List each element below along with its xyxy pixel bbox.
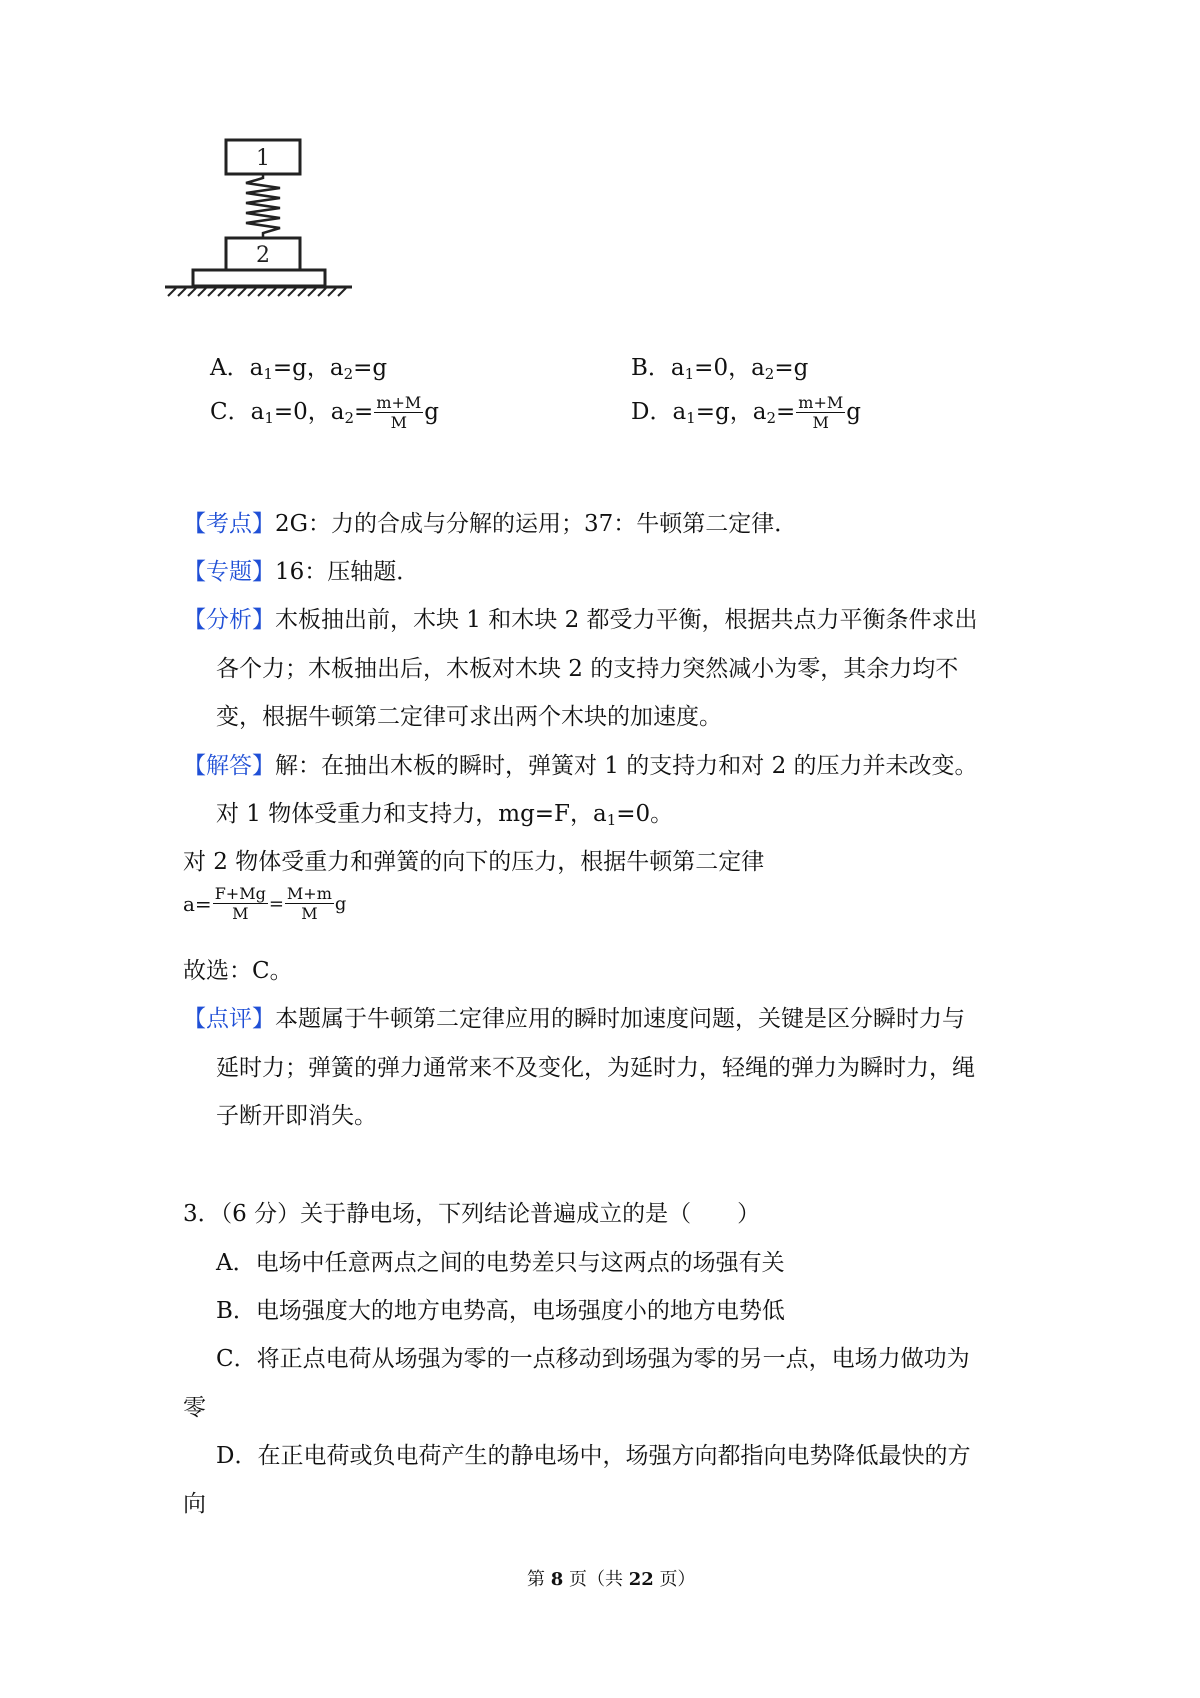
option-b: B．$a_1=0$，$a_2=g$ xyxy=(631,355,809,383)
question-3-option-a: A．电场中任意两点之间的电势差只与这两点的场强有关 xyxy=(216,1250,785,1276)
dianping-line-1: 【点评】本题属于牛顿第二定律应用的瞬时加速度问题，关键是区分瞬时力与 xyxy=(183,1006,965,1032)
spring-blocks-figure xyxy=(160,130,360,330)
fraction-c: $\frac{m+M}{M}$ xyxy=(376,393,422,432)
jieda-line-2: 对 1 物体受重力和支持力，mg=F，$a_1=0$。 xyxy=(216,801,674,829)
dianping-tag: 【点评】 xyxy=(183,1006,275,1032)
option-d: D．$a_1=g$，$a_2=$ $\frac{m+M}{M}$ g xyxy=(631,393,861,432)
kaodian-line: 【考点】2G：力的合成与分解的运用；37：牛顿第二定律． xyxy=(183,511,798,537)
formula-fraction-1: $\frac{F+Mg}{M}$ xyxy=(214,884,266,923)
fenxi-line-1: 【分析】木板抽出前，木块 1 和木块 2 都受力平衡，根据共点力平衡条件求出 xyxy=(183,607,978,633)
fraction-d: $\frac{m+M}{M}$ xyxy=(798,393,844,432)
dianping-line-3: 子断开即消失。 xyxy=(216,1103,377,1129)
jieda-line-3: 对 2 物体受重力和弹簧的向下的压力，根据牛顿第二定律 xyxy=(183,849,765,875)
formula-line: a= $\frac{F+Mg}{M}$ = $\frac{M+m}{M}$ g xyxy=(183,884,347,923)
jieda-tag: 【解答】 xyxy=(183,753,275,779)
dianping-line-2: 延时力；弹簧的弹力通常来不及变化，为延时力，轻绳的弹力为瞬时力，绳 xyxy=(216,1055,975,1081)
question-3-option-c-line-1: C．将正点电荷从场强为零的一点移动到场强为零的另一点，电场力做功为 xyxy=(216,1346,970,1372)
ground-hatching xyxy=(168,288,346,296)
guxuan-line: 故选：C。 xyxy=(183,958,293,984)
zhuanti-line: 【专题】16：压轴题． xyxy=(183,559,420,585)
board xyxy=(193,270,325,286)
formula-fraction-2: $\frac{M+m}{M}$ xyxy=(286,884,332,923)
option-c: C．$a_1=0$，$a_2=$ $\frac{m+M}{M}$ g xyxy=(210,393,440,432)
page-number: 第 8 页（共 22 页） xyxy=(527,1569,696,1590)
question-3-option-d-line-1: D．在正电荷或负电荷产生的静电场中，场强方向都指向电势降低最快的方 xyxy=(216,1443,971,1469)
question-3-option-d-line-2: 向 xyxy=(183,1491,206,1517)
fenxi-line-2: 各个力；木板抽出后，木板对木块 2 的支持力突然减小为零，其余力均不 xyxy=(216,656,959,682)
question-3-option-c-line-2: 零 xyxy=(183,1395,206,1421)
block-2-label: 2 xyxy=(256,243,270,268)
kaodian-tag: 【考点】 xyxy=(183,511,275,537)
spring xyxy=(246,174,280,238)
jieda-line-1: 【解答】解：在抽出木板的瞬时，弹簧对 1 的支持力和对 2 的压力并未改变。 xyxy=(183,753,978,779)
fenxi-tag: 【分析】 xyxy=(183,607,275,633)
option-a: A．$a_1=g$，$a_2=g$ xyxy=(210,355,388,383)
fenxi-line-3: 变，根据牛顿第二定律可求出两个木块的加速度。 xyxy=(216,704,722,730)
question-3-stem: 3．（6 分）关于静电场，下列结论普遍成立的是（ ） xyxy=(183,1201,761,1227)
block-1-label: 1 xyxy=(256,146,270,171)
zhuanti-tag: 【专题】 xyxy=(183,559,275,585)
question-3-option-b: B．电场强度大的地方电势高，电场强度小的地方电势低 xyxy=(216,1298,785,1324)
